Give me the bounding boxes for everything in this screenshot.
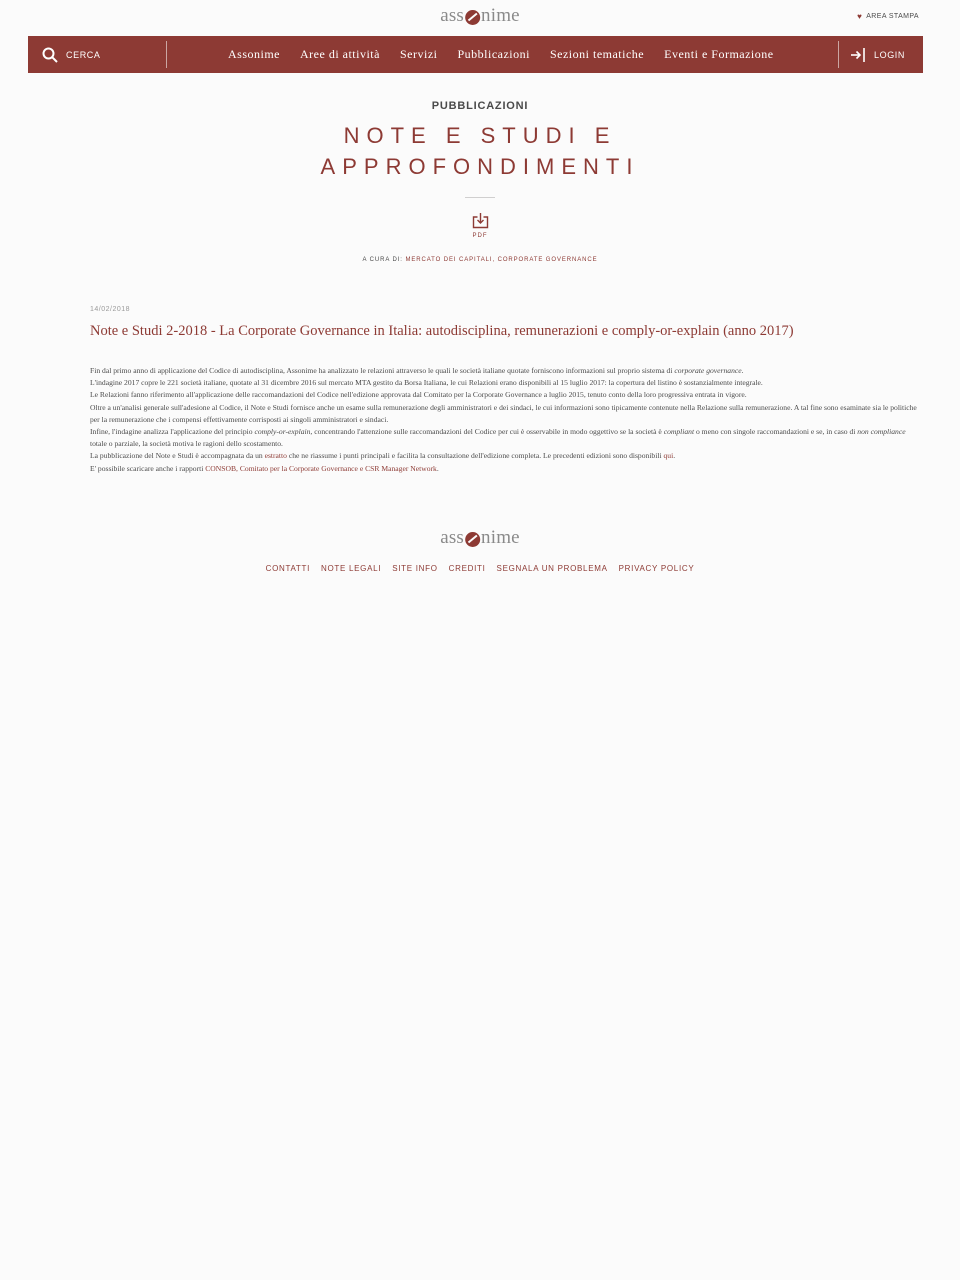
logo-mark-icon	[465, 10, 480, 25]
text: totale o parziale, la società motiva le ragioni dello scostamento.	[90, 439, 283, 449]
area-stampa-link[interactable]	[857, 12, 919, 21]
footer-link-site-info[interactable]: SITE INFO	[392, 564, 438, 573]
pdf-label: PDF	[472, 233, 488, 239]
previous-editions-link[interactable]: qui	[663, 451, 674, 461]
text: o meno con singole raccomandazioni e se, in caso di	[694, 427, 858, 437]
area-stampa-label: AREA STAMPA	[866, 13, 919, 20]
nav-item-servizi[interactable]: Servizi	[399, 47, 438, 61]
text: .	[436, 463, 439, 473]
text: .	[673, 451, 676, 461]
logo-text-left: ass	[440, 527, 465, 548]
search-button[interactable]	[42, 36, 101, 73]
title-divider	[465, 197, 495, 198]
page-title	[0, 120, 960, 182]
italic-text: non compliance	[857, 427, 906, 437]
download-icon	[472, 212, 489, 229]
nav-item-assonime[interactable]: Assonime	[228, 47, 280, 61]
footer-link-privacy-policy[interactable]: PRIVACY POLICY	[618, 564, 695, 573]
nav-item-sezioni-tematiche[interactable]: Sezioni tematiche	[549, 47, 645, 61]
heart-icon: ♥	[857, 12, 863, 21]
text: Fin dal primo anno di applicazione del Codice di autodisciplina, Assonime ha analizzato le relazioni attraverso le quali le società italiane quotate forniscono informazioni sul proprio sistema di	[90, 366, 675, 375]
logo-text-right: nime	[481, 5, 520, 26]
paragraph	[90, 426, 918, 450]
paragraph	[90, 463, 918, 475]
search-icon	[42, 47, 58, 63]
article	[90, 306, 918, 475]
nav-item-eventi-e-formazione[interactable]: Eventi e Formazione	[664, 47, 774, 61]
section-label: PUBBLICAZIONI	[431, 100, 529, 112]
login-label: LOGIN	[874, 49, 906, 60]
logo-text-left: ass	[440, 5, 465, 26]
footer-link-note-legali[interactable]: NOTE LEGALI	[321, 564, 382, 573]
pdf-download-button[interactable]	[472, 212, 489, 239]
nav-item-pubblicazioni[interactable]: Pubblicazioni	[457, 47, 530, 61]
estratto-link[interactable]: estratto	[264, 451, 287, 461]
page-title-line-1: NOTE E STUDI E	[343, 123, 617, 148]
italic-text: compliant	[663, 427, 695, 437]
footer-link-crediti[interactable]: CREDITI	[448, 564, 486, 573]
top-bar	[0, 0, 960, 36]
text: E' possibile scaricare anche i rapporti	[90, 463, 206, 473]
nav-divider	[166, 41, 167, 68]
footer-logo[interactable]	[440, 527, 520, 549]
paragraph: L'indagine 2017 copre le 221 società italiane, quotate al 31 dicembre 2016 sul mercato MTA gestito da Borsa Italiana, le cui Relazioni erano disponibili al 15 luglio 2017: la copertura del listino è sostanzialmente integrale.	[90, 378, 763, 388]
logo-mark-icon	[465, 532, 480, 547]
footer-links	[0, 564, 960, 573]
footer-link-segnala-un-problema[interactable]: SEGNALA UN PROBLEMA	[496, 564, 608, 573]
italic-text: comply-or-explain	[254, 427, 311, 437]
text: La pubblicazione del Note e Studi è accompagnata da un	[90, 451, 265, 461]
csr-manager-network-link[interactable]: CSR Manager Network	[365, 463, 437, 473]
login-icon	[850, 47, 866, 63]
paragraph: Le Relazioni fanno riferimento all'applicazione delle raccomandazioni del Codice nell'edizione approvata dal Comitato per la Corporate Governance a luglio 2015, tenuto conto della loro progressiva entrata in vigore.	[90, 390, 747, 400]
search-label: CERCA	[66, 49, 101, 60]
text: , concentrando l'attenzione sulle raccomandazioni del Codice per cui è osservabile in modo oggettivo se la società è	[310, 427, 664, 437]
main-nav-bar	[28, 36, 923, 73]
text: ,	[236, 463, 240, 473]
publication-header	[0, 100, 960, 263]
curators-line	[0, 257, 960, 263]
text: Infine, l'indagine analizza l'applicazione del principio	[90, 427, 255, 437]
text: che ne riassume i punti principali e facilita la consultazione dell'edizione completa. Le precedenti edizioni sono disponibili	[286, 451, 664, 461]
paragraph	[90, 365, 918, 377]
consob-link[interactable]: CONSOB	[205, 463, 237, 473]
nav-menu	[228, 36, 774, 73]
page-title-line-2: APPROFONDIMENTI	[320, 154, 640, 179]
logo-text-right: nime	[481, 527, 520, 548]
nav-divider	[838, 41, 839, 68]
paragraph	[90, 450, 918, 462]
italic-text: corporate governance	[674, 366, 742, 375]
article-title: Note e Studi 2-2018 - La Corporate Governance in Italia: autodisciplina, remunerazioni e comply-or-explain (anno 2017)	[90, 323, 794, 339]
assonime-logo[interactable]	[440, 5, 520, 27]
paragraph: Oltre a un'analisi generale sull'adesione al Codice, il Note e Studi fornisce anche un esame sulla remunerazione degli amministratori e dei sindaci, le cui informazioni sono tipicamente contenute nella Relazione sulla remunerazione. A tal fine sono esaminate sia le politiche per la remunerazione che i compensi effettivamente corrisposti ai singoli amministratori e sindaci.	[90, 402, 917, 424]
article-date: 14/02/2018	[90, 306, 131, 313]
article-body	[90, 365, 918, 475]
login-button[interactable]	[850, 36, 905, 73]
text: .	[741, 366, 744, 375]
nav-item-aree-di-attivita[interactable]: Aree di attività	[300, 47, 380, 61]
text: e	[357, 463, 366, 473]
footer-link-contatti[interactable]: CONTATTI	[265, 564, 311, 573]
curators-prefix: A CURA DI:	[362, 257, 403, 263]
comitato-link[interactable]: Comitato per la Corporate Governance	[239, 463, 358, 473]
curators-link[interactable]: MERCATO DEI CAPITALI, CORPORATE GOVERNANCE	[405, 257, 598, 263]
